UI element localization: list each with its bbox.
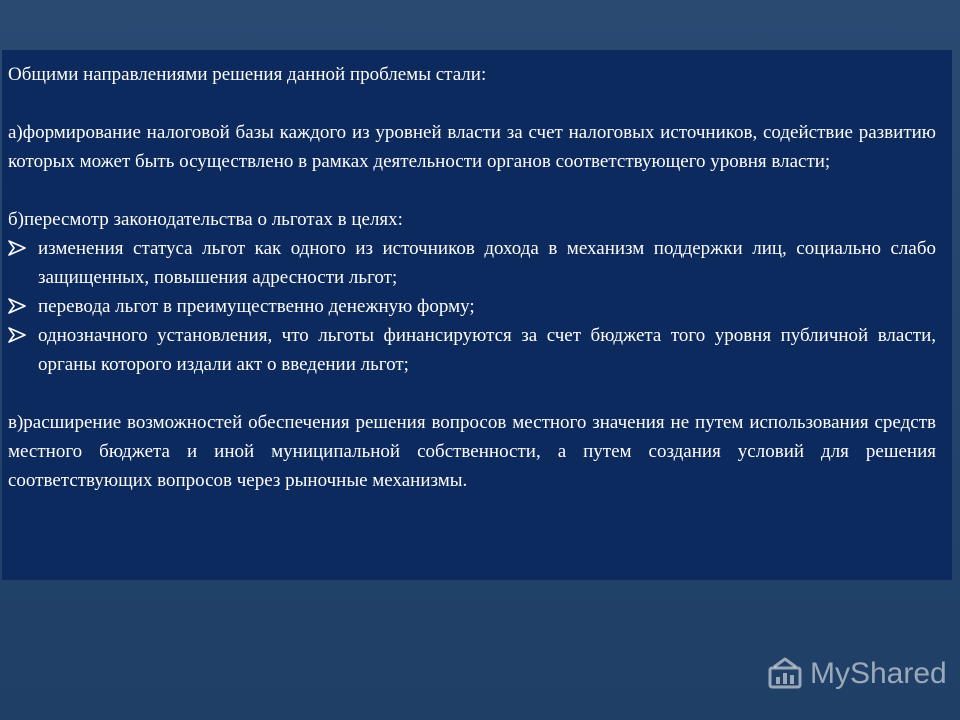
arrow-bullet-icon [8, 234, 30, 263]
content-panel [2, 50, 952, 580]
myshared-logo-icon [766, 655, 804, 693]
spacer [8, 379, 936, 408]
spacer [8, 89, 936, 118]
arrow-bullet-icon [8, 321, 30, 350]
bullet-item [8, 321, 936, 379]
bullet-list [8, 234, 936, 379]
bullet-item [8, 234, 936, 292]
arrow-bullet-icon [8, 292, 30, 321]
myshared-watermark [766, 652, 947, 696]
bullet-text: перевода льгот в преимущественно денежную форму; [38, 296, 475, 317]
item-b-text: б)пересмотр законодательства о льготах в целях: [8, 209, 403, 230]
watermark-text: MyShared [810, 657, 947, 690]
spacer [8, 176, 936, 205]
bullet-text: однозначного установления, что льготы финансируются за счет бюджета того уровня публичной власти, органы которого издали акт о введении льгот; [38, 325, 936, 375]
item-c-text: в)расширение возможностей обеспечения решения вопросов местного значения не путем использования средств местного бюджета и иной муниципальной собственности, а путем создания условий для решения соответствующих вопросов через рыночные механизмы. [8, 412, 936, 491]
item-a-text: а)формирование налоговой базы каждого из уровней власти за счет налоговых источников, содействие развитию которых может быть осуществлено в рамках деятельности органов соответствующего уровня власти; [8, 122, 936, 172]
intro-text: Общими направлениями решения данной проблемы стали: [8, 64, 487, 85]
bullet-item [8, 292, 936, 321]
bullet-text: изменения статуса льгот как одного из источников дохода в механизм поддержки лиц, социально слабо защищенных, повышения адресности льгот; [38, 238, 936, 288]
